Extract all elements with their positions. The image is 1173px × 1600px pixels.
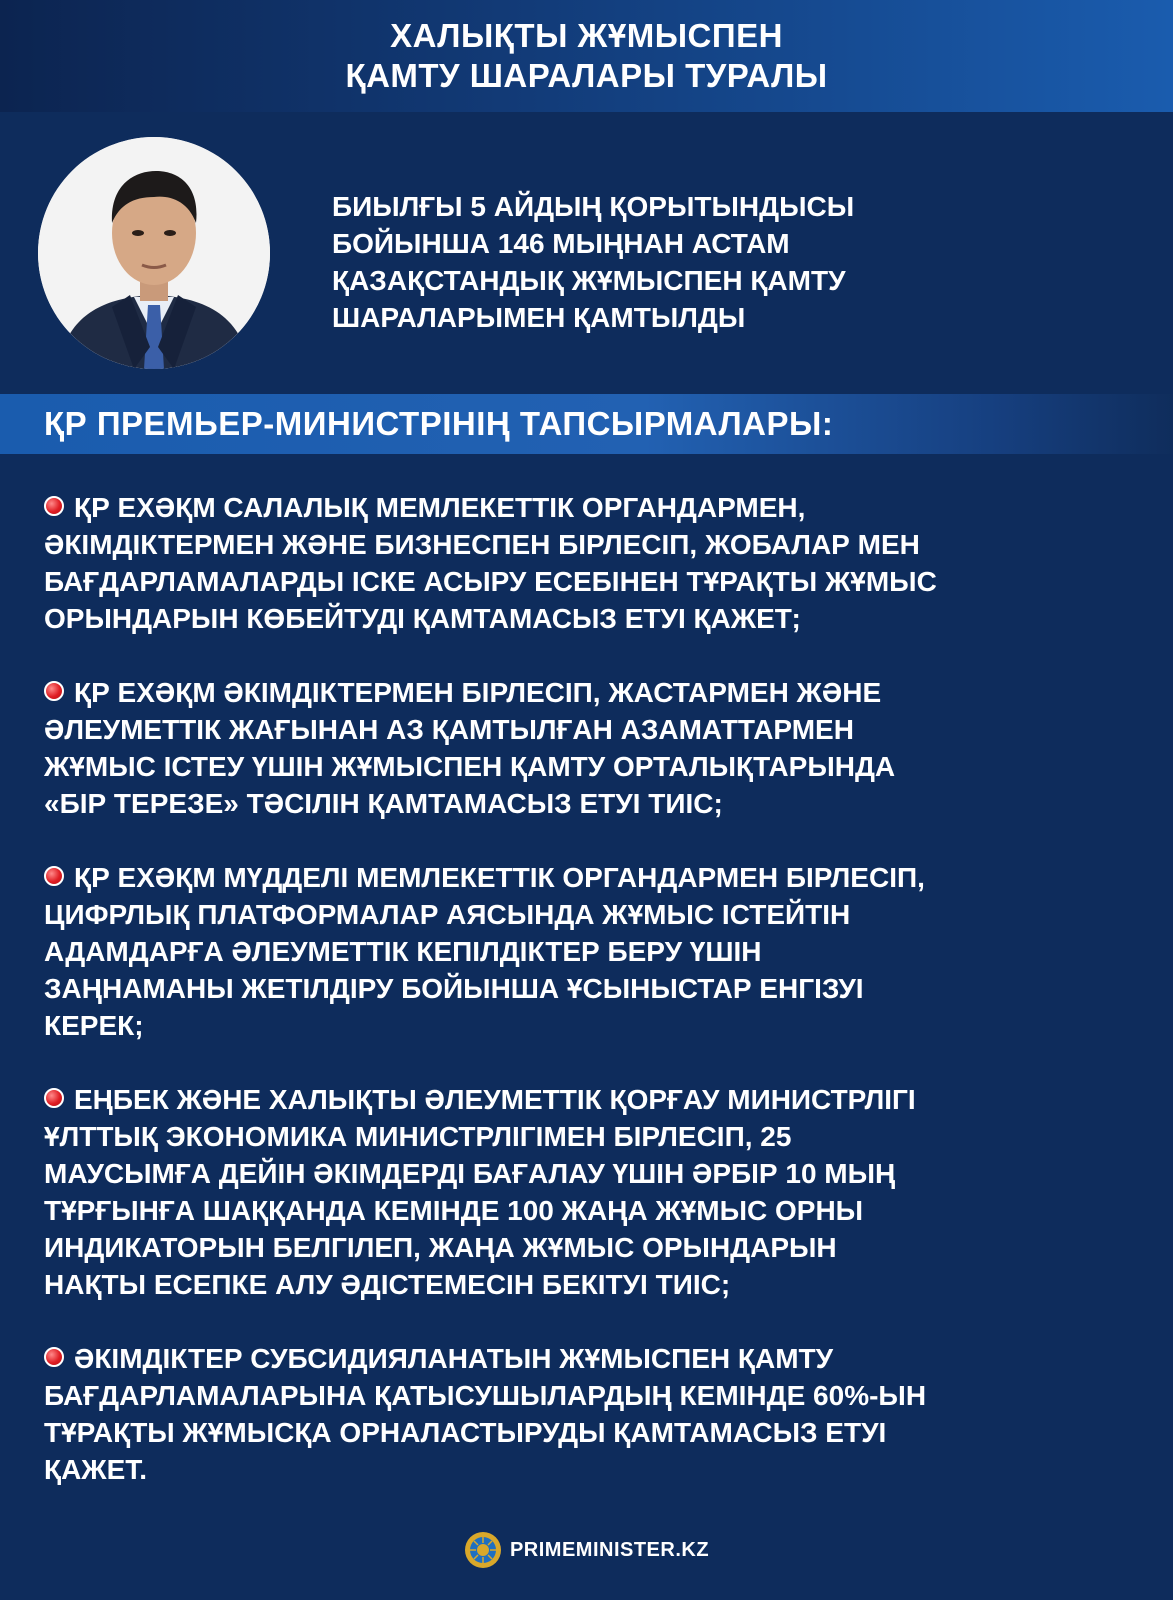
page-title-line-2: ҚАМТУ ШАРАЛАРЫ ТУРАЛЫ (345, 57, 828, 94)
task-line: ҚАЖЕТ. (44, 1454, 148, 1485)
task-item (44, 1340, 1144, 1488)
portrait-photo (38, 137, 270, 369)
task-line: ЗАҢНАМАНЫ ЖЕТІЛДІРУ БОЙЫНША ҰСЫНЫСТАР ЕНГІЗУІ (44, 973, 864, 1004)
task-line: ИНДИКАТОРЫН БЕЛГІЛЕП, ЖАҢА ЖҰМЫС ОРЫНДАРЫН (44, 1232, 837, 1263)
site-name: PRIMEMINISTER.KZ (509, 1538, 710, 1561)
task-list (44, 489, 1144, 1525)
task-line: ӘКІМДІКТЕР СУБСИДИЯЛАНАТЫН ЖҰМЫСПЕН ҚАМТУ (44, 1340, 1144, 1377)
task-line: МАУСЫМҒА ДЕЙІН ӘКІМДЕРДІ БАҒАЛАУ ҮШІН ӘРБІР 10 МЫҢ (44, 1158, 896, 1189)
task-line: ҚР ЕХӘҚМ ӘКІМДІКТЕРМЕН БІРЛЕСІП, ЖАСТАРМЕН ЖӘНЕ (44, 674, 1144, 711)
section-heading: ҚР ПРЕМЬЕР-МИНИСТРІНІҢ ТАПСЫРМАЛАРЫ: (44, 405, 834, 442)
intro-statement (332, 188, 1052, 336)
task-line: ЦИФРЛЫҚ ПЛАТФОРМАЛАР АЯСЫНДА ЖҰМЫС ІСТЕЙТІН (44, 899, 851, 930)
task-line: «БІР ТЕРЕЗЕ» ТӘСІЛІН ҚАМТАМАСЫЗ ЕТУІ ТИІС; (44, 788, 723, 819)
intro-line: БИЫЛҒЫ 5 АЙДЫҢ ҚОРЫТЫНДЫСЫ (332, 191, 855, 222)
header-title-block (0, 0, 1173, 112)
task-line: ҚР ЕХӘҚМ САЛАЛЫҚ МЕМЛЕКЕТТІК ОРГАНДАРМЕН, (44, 489, 1144, 526)
task-line: НАҚТЫ ЕСЕПКЕ АЛУ ӘДІСТЕМЕСІН БЕКІТУІ ТИІС; (44, 1269, 731, 1300)
task-line: БАҒДАРЛАМАЛАРЫНА ҚАТЫСУШЫЛАРДЫҢ КЕМІНДЕ 60%-ЫН (44, 1380, 927, 1411)
red-bullet-icon (44, 866, 64, 886)
page-title-line-1: ХАЛЫҚТЫ ЖҰМЫСПЕН (390, 17, 783, 54)
red-bullet-icon (44, 496, 64, 516)
task-item (44, 674, 1144, 822)
red-bullet-icon (44, 681, 64, 701)
intro-line: ШАРАЛАРЫМЕН ҚАМТЫЛДЫ (332, 302, 746, 333)
task-line: ЖҰМЫС ІСТЕУ ҮШІН ЖҰМЫСПЕН ҚАМТУ ОРТАЛЫҚТАРЫНДА (44, 751, 896, 782)
section-banner (0, 394, 1173, 454)
task-line: ҰЛТТЫҚ ЭКОНОМИКА МИНИСТРЛІГІМЕН БІРЛЕСІП, 25 (44, 1121, 792, 1152)
intro-line: ҚАЗАҚСТАНДЫҚ ЖҰМЫСПЕН ҚАМТУ (332, 265, 846, 296)
task-line: АДАМДАРҒА ӘЛЕУМЕТТІК КЕПІЛДІКТЕР БЕРУ ҮШІН (44, 936, 762, 967)
task-line: ТҰРҒЫНҒА ШАҚҚАНДА КЕМІНДЕ 100 ЖАҢА ЖҰМЫС ОРНЫ (44, 1195, 864, 1226)
footer (0, 1525, 1173, 1575)
state-emblem-icon (464, 1531, 502, 1569)
task-line: ҚР ЕХӘҚМ МҮДДЕЛІ МЕМЛЕКЕТТІК ОРГАНДАРМЕН БІРЛЕСІП, (44, 859, 1144, 896)
task-item (44, 489, 1144, 637)
red-bullet-icon (44, 1088, 64, 1108)
task-line: БАҒДАРЛАМАЛАРДЫ ІСКЕ АСЫРУ ЕСЕБІНЕН ТҰРАҚТЫ ЖҰМЫС (44, 566, 937, 597)
task-line: ТҰРАҚТЫ ЖҰМЫСҚА ОРНАЛАСТЫРУДЫ ҚАМТАМАСЫЗ ЕТУІ (44, 1417, 887, 1448)
task-line: КЕРЕК; (44, 1010, 144, 1041)
task-item (44, 859, 1144, 1044)
intro-line: БОЙЫНША 146 МЫҢНАН АСТАМ (332, 228, 790, 259)
task-line: ӘКІМДІКТЕРМЕН ЖӘНЕ БИЗНЕСПЕН БІРЛЕСІП, ЖОБАЛАР МЕН (44, 529, 920, 560)
task-line: ОРЫНДАРЫН КӨБЕЙТУДІ ҚАМТАМАСЫЗ ЕТУІ ҚАЖЕТ; (44, 603, 801, 634)
task-line: ӘЛЕУМЕТТІК ЖАҒЫНАН АЗ ҚАМТЫЛҒАН АЗАМАТТАРМЕН (44, 714, 854, 745)
red-bullet-icon (44, 1347, 64, 1367)
task-item (44, 1081, 1144, 1303)
task-line: ЕҢБЕК ЖӘНЕ ХАЛЫҚТЫ ӘЛЕУМЕТТІК ҚОРҒАУ МИНИСТРЛІГІ (44, 1081, 1144, 1118)
intro-section (0, 112, 1173, 394)
